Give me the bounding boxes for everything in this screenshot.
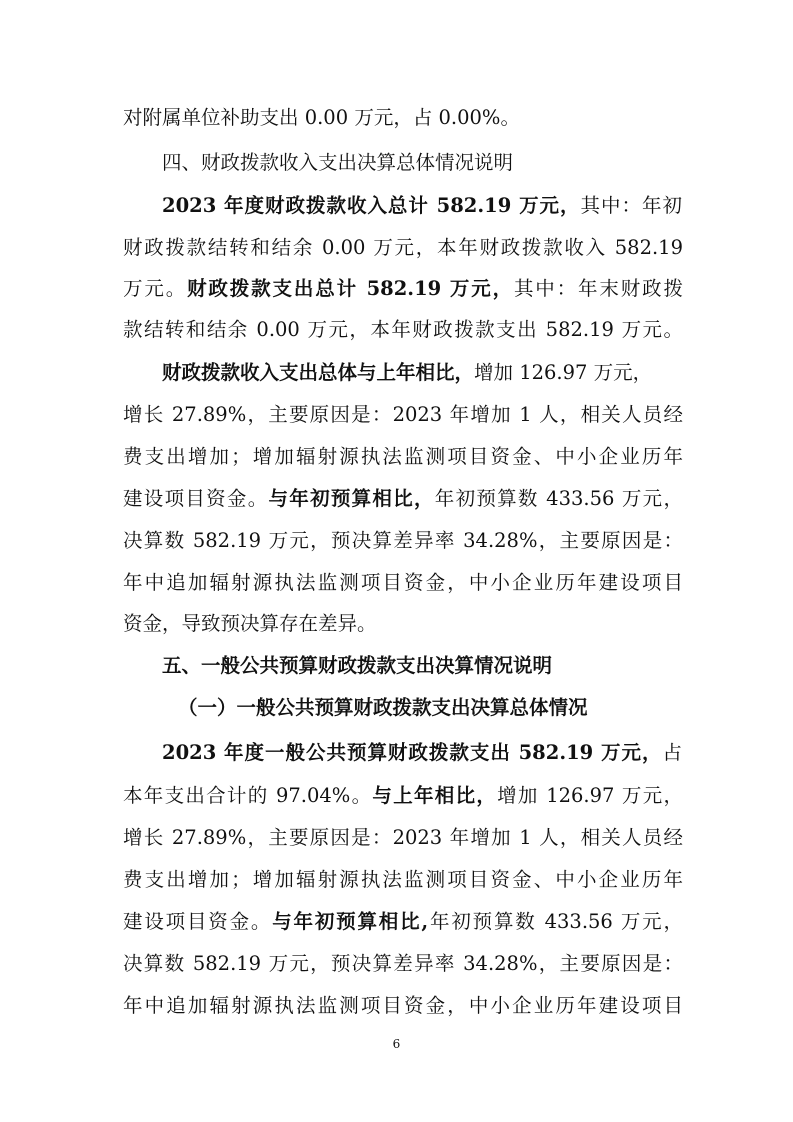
- text-run: 增加 126.97 万元，: [497, 784, 683, 807]
- text-run: 万元。: [123, 277, 188, 300]
- text-line: [123, 310, 683, 350]
- text-run: 财政拨款结转和结余 0.00 万元，本年财政拨款收入 582.19: [123, 236, 683, 259]
- text-run: 费支出增加；增加辐射源执法监测项目资金、中小企业历年: [123, 445, 683, 468]
- text-run: 五、一般公共预算财政拨款支出决算情况说明: [162, 654, 553, 677]
- bold-text-run: 与上年相比，: [372, 784, 498, 807]
- text-line: [123, 437, 683, 477]
- text-run: 增加 126.97 万元，: [474, 361, 653, 384]
- text-run: 决算数 582.19 万元，预决算差异率 34.28%，主要原因是：: [123, 529, 683, 552]
- text-line: [162, 646, 682, 686]
- text-line: [123, 986, 683, 1026]
- text-line: [123, 604, 683, 644]
- bold-text-run: 财政拨款支出总计 582.19 万元，: [187, 277, 514, 300]
- text-run: 增长 27.89%，主要原因是：2023 年增加 1 人，相关人员经: [123, 826, 683, 849]
- text-run: 建设项目资金。: [123, 910, 273, 933]
- text-run: 年初预算数 433.56 万元，: [428, 910, 683, 933]
- text-run: 四、财政拨款收入支出决算总体情况说明: [162, 151, 514, 174]
- text-run: 占: [662, 741, 682, 764]
- text-line: [162, 353, 682, 393]
- text-run: （一）一般公共预算财政拨款支出决算总体情况: [178, 696, 588, 719]
- text-run: 增长 27.89%，主要原因是：2023 年增加 1 人，相关人员经: [123, 403, 683, 426]
- text-run: 建设项目资金。: [123, 487, 269, 510]
- text-run: 费支出增加；增加辐射源执法监测项目资金、中小企业历年: [123, 868, 683, 891]
- text-run: 年中追加辐射源执法监测项目资金，中小企业历年建设项目: [123, 994, 683, 1017]
- bold-text-run: 2023 年度财政拨款收入总计 582.19 万元，: [162, 194, 581, 217]
- text-line: [123, 818, 683, 858]
- bold-text-run: 与年初预算相比，: [268, 487, 435, 510]
- text-run: 资金，导致预决算存在差异。: [123, 612, 377, 635]
- text-run: 款结转和结余 0.00 万元，本年财政拨款支出 582.19 万元。: [123, 318, 683, 341]
- text-line: [123, 860, 683, 900]
- text-line: [162, 143, 682, 183]
- text-line: [123, 944, 683, 984]
- text-run: 决算数 582.19 万元，预决算差异率 34.28%，主要原因是：: [123, 952, 683, 975]
- text-line: [123, 563, 683, 603]
- text-run: 其中：年初: [580, 194, 682, 217]
- text-line: [123, 228, 683, 268]
- text-line: [123, 521, 683, 561]
- text-run: 本年支出合计的 97.04%。: [123, 784, 373, 807]
- text-run: 其中：年末财政拨: [513, 277, 683, 300]
- text-line: [162, 186, 682, 226]
- text-line: [178, 688, 678, 728]
- bold-text-run: 2023 年度一般公共预算财政拨款支出 582.19 万元，: [162, 741, 663, 764]
- bold-text-run: 与年初预算相比,: [272, 910, 429, 933]
- page-number: 6: [392, 1037, 401, 1051]
- text-line: [162, 733, 682, 773]
- text-line: [123, 98, 683, 138]
- text-line: [123, 776, 683, 816]
- text-run: 年初预算数 433.56 万元，: [434, 487, 683, 510]
- bold-text-run: 财政拨款收入支出总体与上年相比，: [162, 361, 475, 384]
- text-run: 年中追加辐射源执法监测项目资金，中小企业历年建设项目: [123, 571, 683, 594]
- text-run: 对附属单位补助支出 0.00 万元，占 0.00%。: [123, 106, 520, 129]
- text-line: [123, 395, 683, 435]
- text-line: [123, 479, 683, 519]
- text-line: [123, 902, 683, 942]
- text-line: [123, 269, 683, 309]
